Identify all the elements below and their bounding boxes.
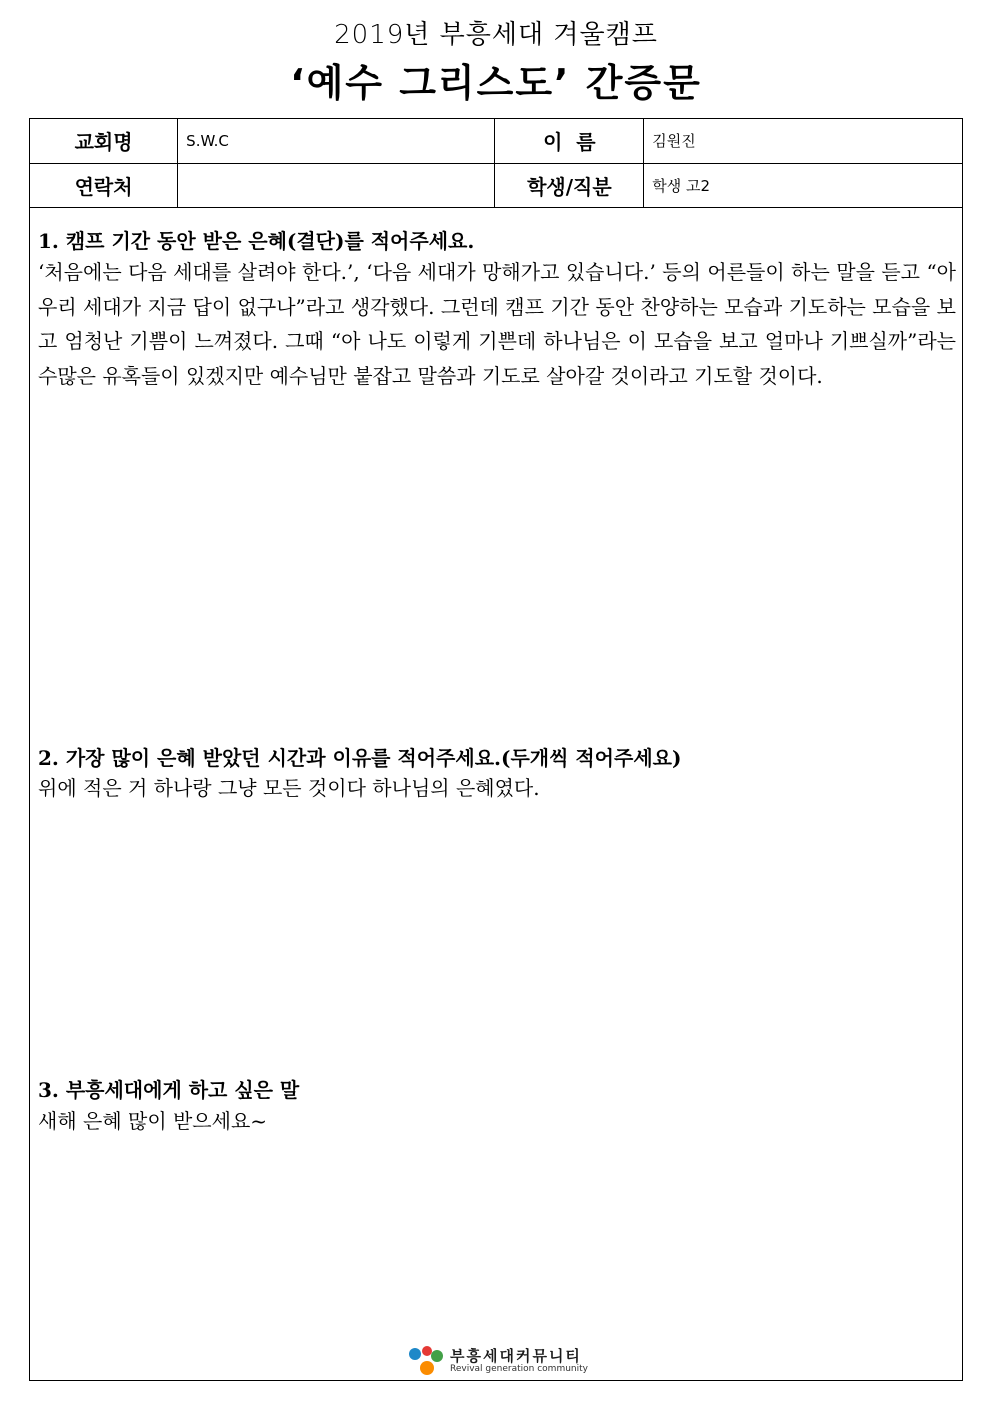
answer-3: 새해 은혜 많이 받으세요~ [38, 1109, 268, 1133]
church-label: 교회명 [30, 119, 178, 163]
name-field[interactable]: 김원진 [644, 119, 962, 163]
info-table [30, 119, 962, 208]
community-name: 부흥세대커뮤니티 [450, 1347, 582, 1365]
question-2: 2. 가장 많이 은혜 받았던 시간과 이유를 적어주세요.(두개씩 적어주세요) [38, 746, 682, 770]
community-tagline: Revival generation community [450, 1364, 588, 1374]
camp-subtitle: 2019년 부흥세대 겨울캠프 [334, 20, 658, 50]
role-label: 학생/직분 [495, 163, 644, 207]
page-title: ‘예수 그리스도’ 간증문 [290, 61, 702, 105]
name-label: 이 름 [495, 119, 644, 163]
contact-field[interactable] [178, 163, 495, 207]
answer-2: 위에 적은 거 하나랑 그냥 모든 것이다 하나님의 은혜였다. [38, 776, 540, 800]
role-field[interactable]: 학생 고2 [644, 163, 962, 207]
community-logo [406, 1343, 596, 1379]
contact-label: 연락처 [30, 163, 178, 207]
question-1: 1. 캠프 기간 동안 받은 은혜(결단)를 적어주세요. [38, 229, 475, 253]
answer-1: ‘처음에는 다음 세대를 살려야 한다.’, ‘다음 세대가 망해가고 있습니다.’ 등의 어른들이 하는 말을 듣고 “아 우리 세대가 지금 답이 없구나”라고 생각했다. 그런데 캠프 기간 동안 찬양하는 모습과 기도하는 모습을 보고 엄청난 기쁨이 느껴졌다. 그때 “아 나도 이렇게 기쁜데 하나님은 이 모습을 보고 얼마나 기쁘실까”라는 수많은 유혹들이 있겠지만 예수님만 붙잡고 말씀과 기도로 살아갈 것이라고 기도할 것이다. [38, 260, 956, 388]
church-field[interactable]: S.W.C [178, 119, 495, 163]
logo-mark-icon [406, 1343, 446, 1379]
question-3: 3. 부흥세대에게 하고 싶은 말 [38, 1078, 300, 1102]
testimony-form [29, 118, 963, 1381]
